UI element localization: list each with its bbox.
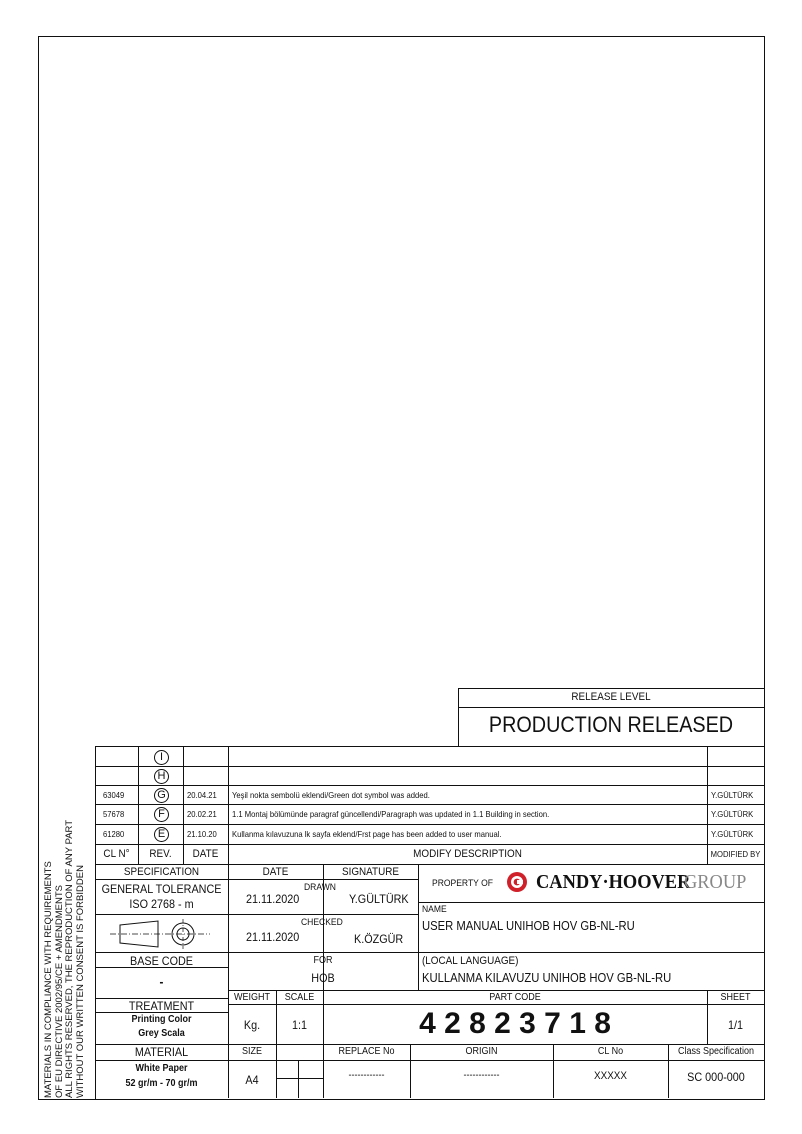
base-code-value: - (159, 974, 164, 989)
rev-letter: H (154, 769, 169, 784)
projection-symbol-icon (110, 917, 210, 951)
checked-date: 21.11.2020 (246, 930, 300, 944)
compliance-note (43, 819, 86, 1098)
for-label: FOR (313, 955, 333, 966)
rev-by: Y.GÜLTÜRK (711, 809, 754, 819)
compliance-line: OF EU DIRECTIVE 2002/95/CE + AMENDMENTS (53, 884, 65, 1098)
rev-desc: Yeşil nokta sembolü eklendi/Green dot symbol was added. (232, 790, 430, 800)
compliance-line: ALL RIGHTS RESERVED, THE REPRODUCTION OF ANY PART (64, 819, 75, 1098)
drawn-by: Y.GÜLTÜRK (349, 892, 409, 906)
sheet-value: 1/1 (727, 1018, 744, 1032)
rev-header-desc: MODIFY DESCRIPTION (413, 848, 522, 860)
rev-date: 20.02.21 (187, 809, 217, 819)
property-of: PROPERTY OF (432, 878, 493, 889)
rev-desc: Kullanma kılavuzuna lk sayfa eklend/Frst page has been added to user manual. (232, 829, 502, 839)
rev-date: 20.04.21 (187, 790, 217, 800)
rev-desc: 1.1 Montaj bölümünde paragraf güncellendi/Paragraph was updated in 1.1 Building in section. (232, 809, 550, 819)
checked-label: CHECKED (301, 917, 343, 928)
name-label: NAME (422, 904, 447, 915)
drawn-label: DRAWN (304, 882, 336, 893)
scale-label: SCALE (284, 992, 315, 1003)
compliance-line: MATERIALS IN COMPLIANCE WITH REQUIREMENTS (43, 861, 54, 1098)
company-group: GROUP (684, 871, 747, 893)
tolerance-label: GENERAL TOLERANCE (101, 882, 222, 896)
rev-header-date: DATE (192, 848, 219, 860)
rev-date: 21.10.20 (187, 829, 217, 839)
compliance-line: WITHOUT OUR WRITTEN CONSENT IS FORBIDDEN (74, 865, 86, 1098)
origin-value: ------------ (463, 1070, 500, 1081)
material-line2: 52 gr/m - 70 gr/m (125, 1078, 198, 1089)
rev-letter: G (154, 788, 169, 803)
origin-label: ORIGIN (465, 1046, 498, 1057)
date-label: DATE (262, 866, 289, 878)
name-value: USER MANUAL UNIHOB HOV GB-NL-RU (422, 919, 635, 933)
rev-letter: I (154, 750, 169, 765)
treatment-label: TREATMENT (128, 999, 195, 1013)
replace-value: ------------ (348, 1070, 385, 1081)
signature-label: SIGNATURE (341, 866, 400, 878)
rev-header-rev: REV. (149, 848, 172, 860)
rev-letter: E (154, 827, 169, 842)
rev-header-by: MODIFIED BY (710, 849, 761, 859)
company-name: CANDY·HOOVER (536, 871, 691, 893)
drawn-date: 21.11.2020 (246, 892, 300, 906)
rev-cl: 61280 (103, 829, 125, 839)
cl-no-value: XXXXX (593, 1070, 628, 1082)
class-spec-label: Class Specification (677, 1046, 755, 1057)
size-value: A4 (245, 1073, 259, 1087)
scale-value: 1:1 (291, 1018, 308, 1032)
part-code-value: 4 2 8 2 3 7 1 8 (419, 1007, 611, 1040)
part-code-label: PART CODE (489, 992, 541, 1003)
rev-cl: 57678 (103, 809, 125, 819)
for-value: HOB (311, 971, 335, 985)
replace-label: REPLACE No (338, 1046, 395, 1057)
rev-by: Y.GÜLTÜRK (711, 829, 754, 839)
checked-by: K.ÖZGÜR (354, 932, 404, 946)
class-spec-value: SC 000-000 (687, 1070, 745, 1084)
material-label: MATERIAL (134, 1045, 189, 1059)
size-label: SIZE (241, 1046, 262, 1057)
local-label: (LOCAL LANGUAGE) (422, 955, 519, 967)
cl-no-label: CL No (597, 1046, 624, 1057)
weight-label: WEIGHT (234, 992, 270, 1003)
candy-hoover-logo-icon (506, 871, 528, 893)
weight-value: Kg. (243, 1018, 261, 1032)
spec-title: SPECIFICATION (123, 866, 200, 878)
material-line1: White Paper (135, 1063, 188, 1074)
treatment-line2: Grey Scala (138, 1028, 185, 1039)
rev-header-cl: CL N° (103, 848, 130, 860)
sheet-label: SHEET (720, 992, 751, 1003)
treatment-line1: Printing Color (131, 1014, 192, 1025)
tolerance-value: ISO 2768 - m (129, 897, 194, 911)
release-status: PRODUCTION RELEASED (488, 712, 734, 737)
rev-letter: F (154, 807, 169, 822)
rev-cl: 63049 (103, 790, 125, 800)
local-value: KULLANMA KILAVUZU UNIHOB HOV GB-NL-RU (422, 971, 672, 985)
base-code-label: BASE CODE (129, 954, 194, 968)
release-level-label: RELEASE LEVEL (571, 691, 651, 703)
rev-by: Y.GÜLTÜRK (711, 790, 754, 800)
